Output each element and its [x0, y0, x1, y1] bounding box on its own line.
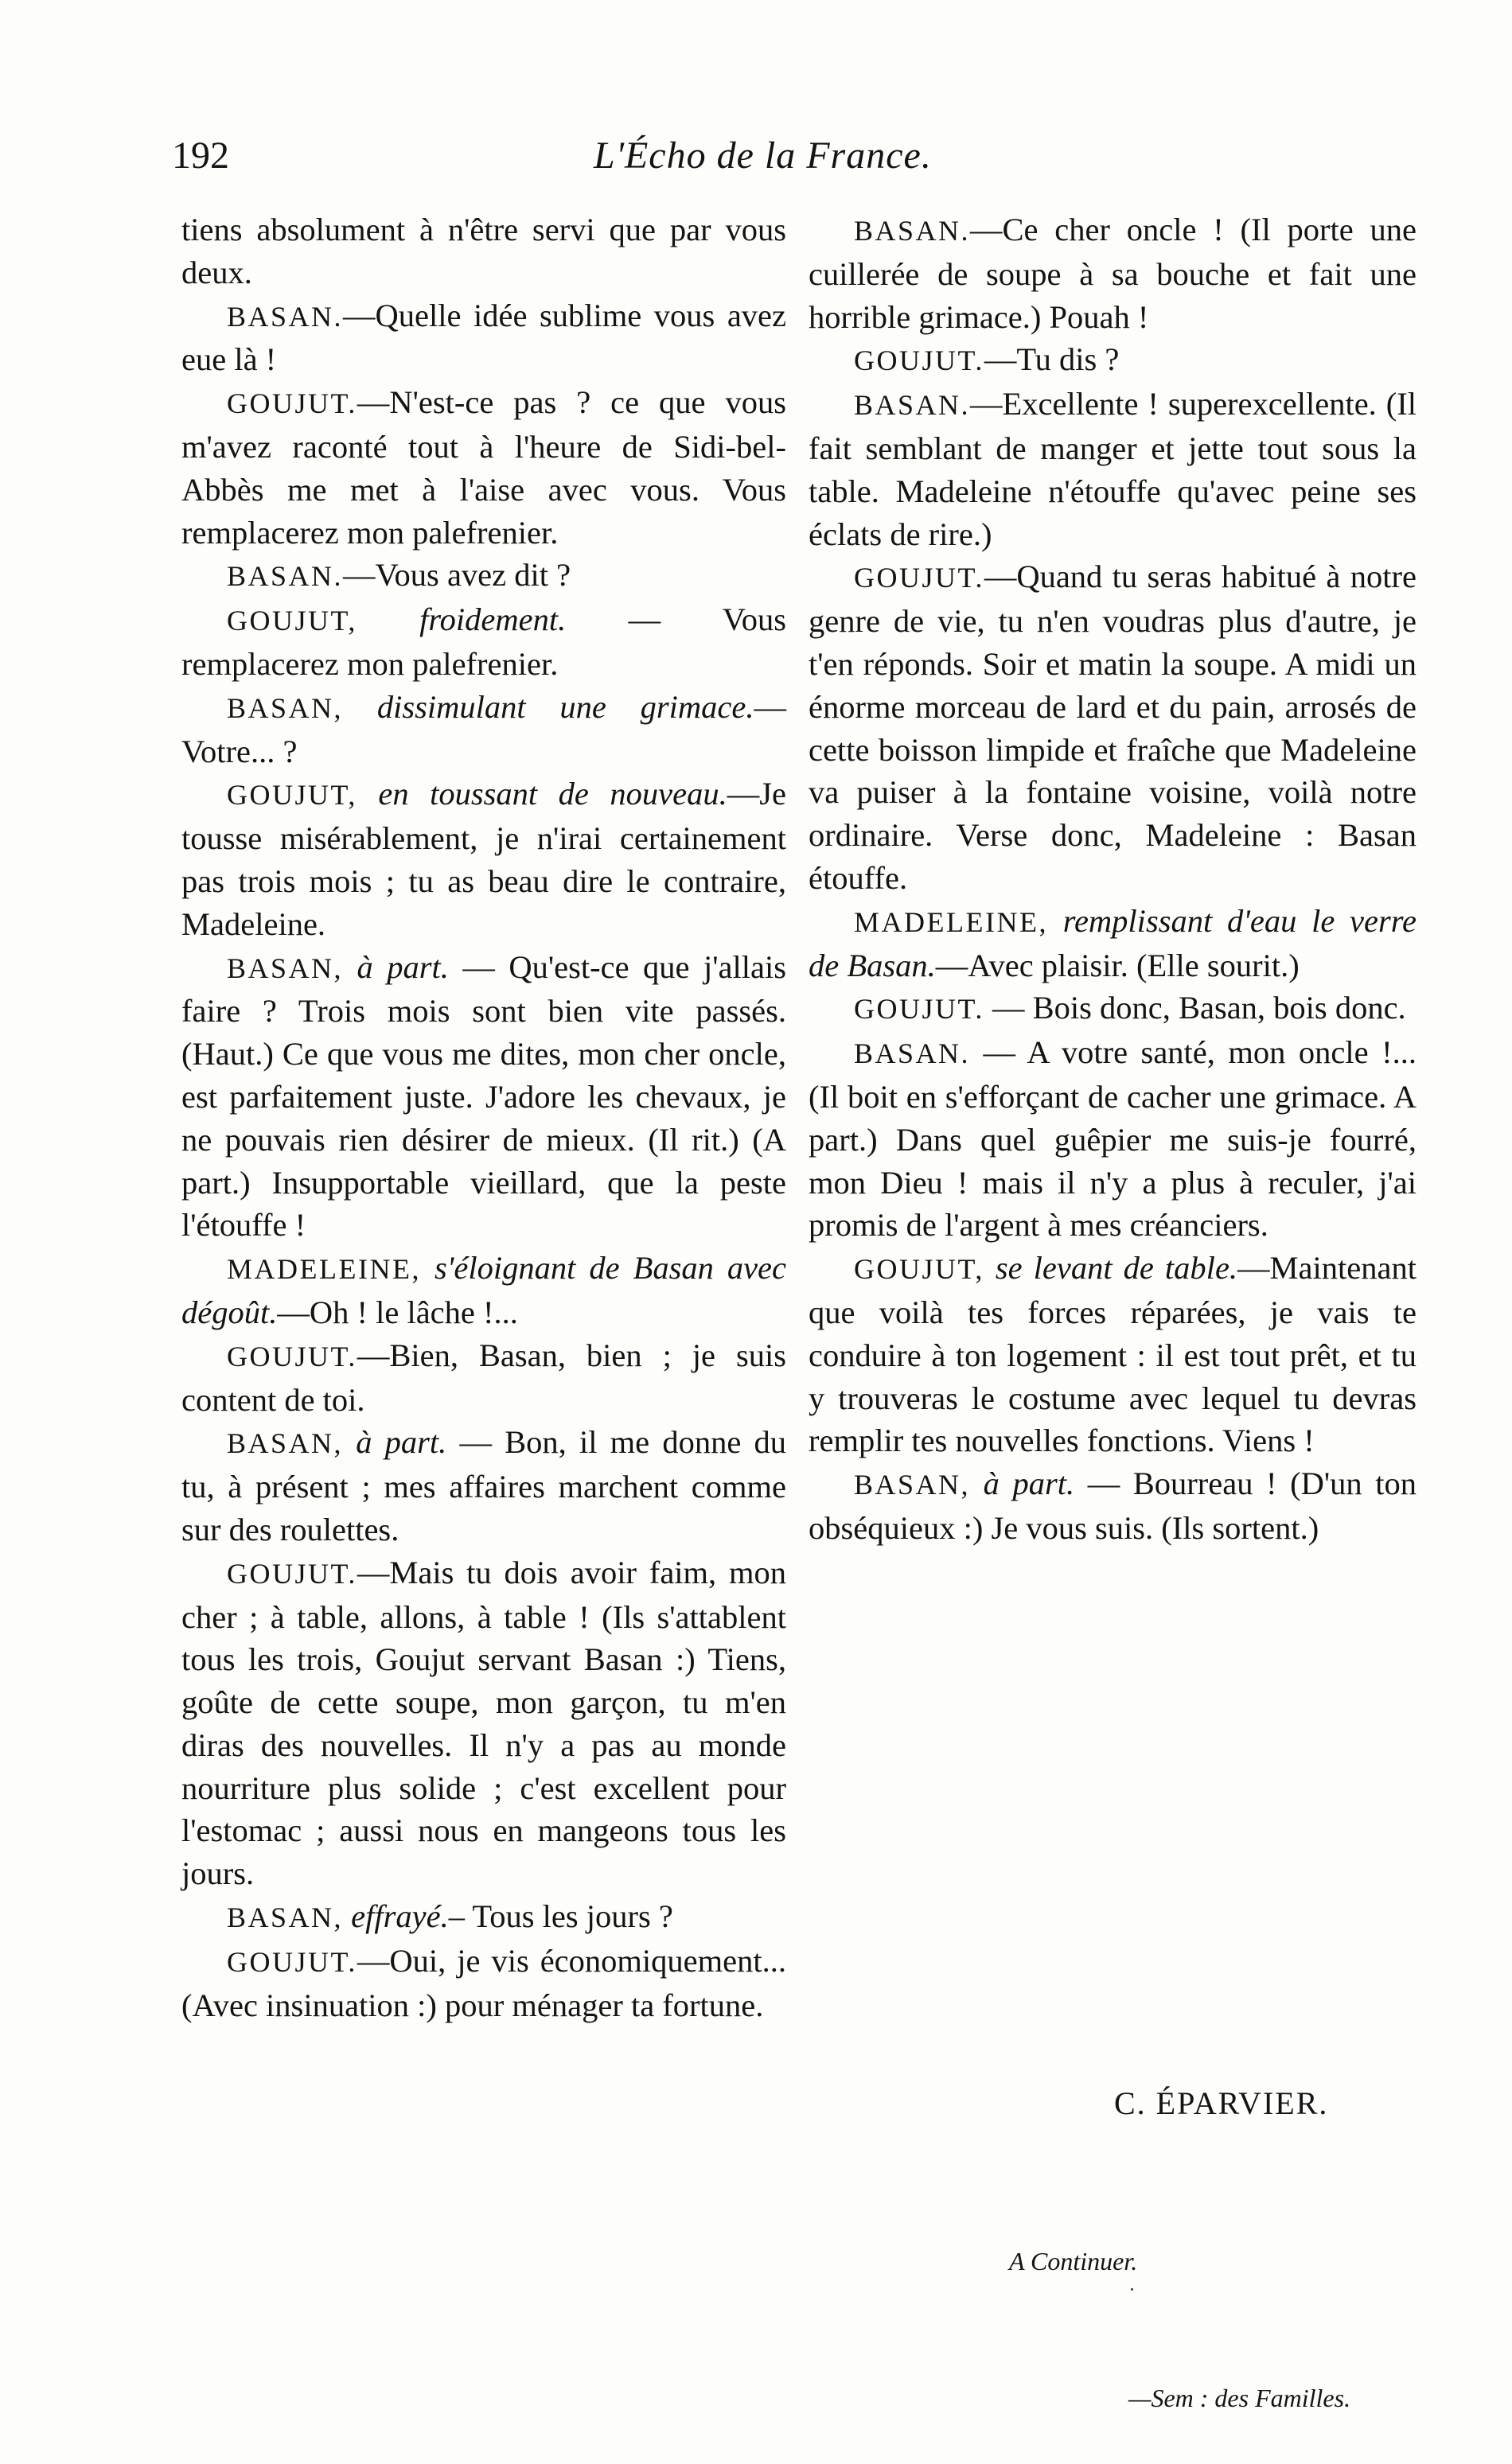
line-text: —Vous avez dit ? [343, 557, 571, 594]
stage-direction: froidement. [419, 601, 567, 638]
stage-direction: dissimulant une grimace. [376, 688, 754, 725]
line-text: —Avec plaisir. (Elle sourit.) [935, 947, 1300, 983]
stage-direction: en toussant de nouveau. [378, 776, 727, 812]
line-text: —Tu dis ? [984, 341, 1120, 378]
speaker: BASAN. [227, 560, 344, 593]
ink-dot [1131, 2288, 1133, 2291]
dialogue-line [181, 686, 786, 773]
speaker: GOUJUT, [227, 605, 357, 637]
paragraph [181, 208, 786, 294]
line-text: — Bois donc, Basan, bois donc. [984, 990, 1406, 1026]
speaker: BASAN. [854, 1037, 971, 1070]
author-signature: C. ÉPARVIER. [1114, 2085, 1329, 2121]
line-text: — Vous remplacerez mon palefrenier. [181, 601, 786, 682]
speaker: BASAN, [227, 952, 344, 984]
speaker: BASAN, [854, 1469, 971, 1501]
stage-direction: à part. [983, 1466, 1075, 1502]
source-note: —Sem : des Familles. [1128, 2384, 1351, 2412]
line-text: —Mais tu dois avoir faim, mon cher ; à table, allons, à table ! (Ils s'attablent tous les trois, Goujut servant Basan :) Tiens, goûte de cette soupe, mon garçon, tu m'en diras des nouvelles. Il n'y a pas au monde nourriture plus solide ; c'est excellent pour l'estomac ; aussi nous en mangeons tous les jours. [181, 1554, 786, 1892]
page-number: 192 [172, 134, 229, 177]
speaker: BASAN, [227, 1427, 344, 1460]
line-text: —Oui, je vis économiquement... (Avec insinuation :) pour ménager ta fortune. [181, 1942, 786, 2023]
dialogue-line [181, 554, 786, 598]
dialogue-line [181, 1421, 786, 1551]
dialogue-line [181, 946, 786, 1248]
speaker: GOUJUT. [227, 1945, 357, 1978]
speaker: BASAN, [227, 1902, 344, 1934]
speaker: GOUJUT, [227, 779, 357, 812]
stage-direction: remplissant d'eau le verre de Basan. [809, 902, 1417, 983]
continuation-note: A Continuer. [1009, 2247, 1138, 2275]
line-text: —Votre... ? [181, 688, 787, 769]
dialogue-line [809, 900, 1417, 987]
speaker: BASAN. [854, 215, 971, 247]
line-text: —N'est-ce pas ? ce que vous m'avez raconté tout à l'heure de Sidi-bel-Abbès me met à l'aise avec vous. Vous remplacerez mon palefrenier. [181, 384, 786, 551]
line-text: —Bien, Basan, bien ; je suis content de toi. [181, 1337, 786, 1418]
line-text: —Je tousse misérablement, je n'irai certainement pas trois mois ; tu as beau dire le contraire, Madeleine. [181, 776, 786, 942]
dialogue-line [809, 1031, 1417, 1247]
dialogue-line [809, 383, 1417, 555]
line-text: —Excellente ! superexcellente. (Il fait semblant de manger et jette tout sous la table. Madeleine n'étouffe qu'avec peine ses éclats de rire.) [809, 386, 1417, 552]
left-column [181, 208, 786, 2026]
dialogue-line [809, 987, 1417, 1031]
stage-direction: effrayé. [351, 1898, 449, 1935]
dialogue-line [809, 338, 1417, 383]
speaker: MADELEINE, [227, 1253, 421, 1286]
speaker: GOUJUT. [227, 387, 357, 420]
line-text: —Ce cher oncle ! (Il porte une cuillerée de soupe à sa bouche et fait une horrible grimace.) Pouah ! [809, 212, 1417, 335]
dialogue-line [809, 208, 1417, 338]
speaker: BASAN. [227, 300, 344, 333]
line-text: —Quand tu seras habitué à notre genre de vie, tu n'en voudras plus d'autre, je t'en réponds. Soir et matin la soupe. A midi un énorme morceau de lard et du pain, arrosés de cette boisson limpide et fraîche que Madeleine va puiser à la fontaine voisine, voilà notre ordinaire. Verse donc, Madeleine : Basan étouffe. [809, 559, 1417, 896]
speaker: GOUJUT. [854, 562, 984, 594]
dialogue-line [181, 598, 786, 686]
dialogue-line [809, 1247, 1417, 1462]
line-text: —Maintenant que voilà tes forces réparées, je vais te conduire à ton logement : il est tout prêt, et tu y trouveras le costume avec lequel tu devras remplir tes nouvelles fonctions. Viens ! [809, 1250, 1417, 1459]
dialogue-line [181, 1940, 786, 2027]
dialogue-line [181, 294, 786, 382]
stage-direction: à part. [357, 948, 449, 985]
dialogue-line [181, 1247, 786, 1334]
dialogue-line [181, 381, 786, 554]
stage-direction: s'éloignant de Basan avec dégoût. [181, 1250, 786, 1330]
line-text: — Bon, il me donne du tu, à présent ; mes affaires marchent comme sur des roulettes. [181, 1424, 786, 1547]
speaker: MADELEINE, [854, 905, 1048, 938]
speaker: GOUJUT, [854, 1253, 984, 1286]
line-text: —Quelle idée sublime vous avez eue là ! [181, 297, 786, 378]
line-text: — A votre santé, mon oncle !... (Il boit en s'efforçant de cacher une grimace. A part.) Dans quel guêpier me suis-je fourré, mon Dieu ! mais il n'y a plus à reculer, j'ai promis de l'argent à mes créanciers. [809, 1034, 1417, 1244]
paragraph-text: tiens absolument à n'être servi que par vous deux. [181, 212, 786, 290]
stage-direction: à part. [356, 1424, 447, 1461]
speaker: GOUJUT. [227, 1557, 357, 1590]
speaker: BASAN. [854, 389, 971, 422]
dialogue-line [809, 555, 1417, 899]
running-title: L'Écho de la France. [594, 134, 932, 177]
dialogue-line [181, 773, 786, 945]
right-column [809, 208, 1417, 1550]
dialogue-line [809, 1462, 1417, 1550]
speaker: BASAN, [227, 691, 344, 724]
line-text: – Tous les jours ? [448, 1898, 673, 1935]
speaker: GOUJUT. [854, 344, 984, 377]
speaker: GOUJUT. [854, 993, 984, 1026]
page-header [172, 134, 1397, 189]
dialogue-line [181, 1895, 786, 1940]
dialogue-line [181, 1551, 786, 1895]
line-text: — Bourreau ! (D'un ton obséquieux :) Je vous suis. (Ils sortent.) [809, 1466, 1417, 1546]
line-text: — Qu'est-ce que j'allais faire ? Trois mois sont bien vite passés. (Haut.) Ce que vous me dites, mon cher oncle, est parfaitement juste. J'adore les chevaux, je ne pouvais rien désirer de mieux. (Il rit.) (A part.) Insupportable vieillard, que la peste l'étouffe ! [181, 948, 787, 1244]
stage-direction: se levant de table. [995, 1250, 1238, 1286]
speaker: GOUJUT. [227, 1340, 357, 1372]
line-text: —Oh ! le lâche !... [277, 1294, 518, 1330]
dialogue-line [181, 1334, 786, 1422]
